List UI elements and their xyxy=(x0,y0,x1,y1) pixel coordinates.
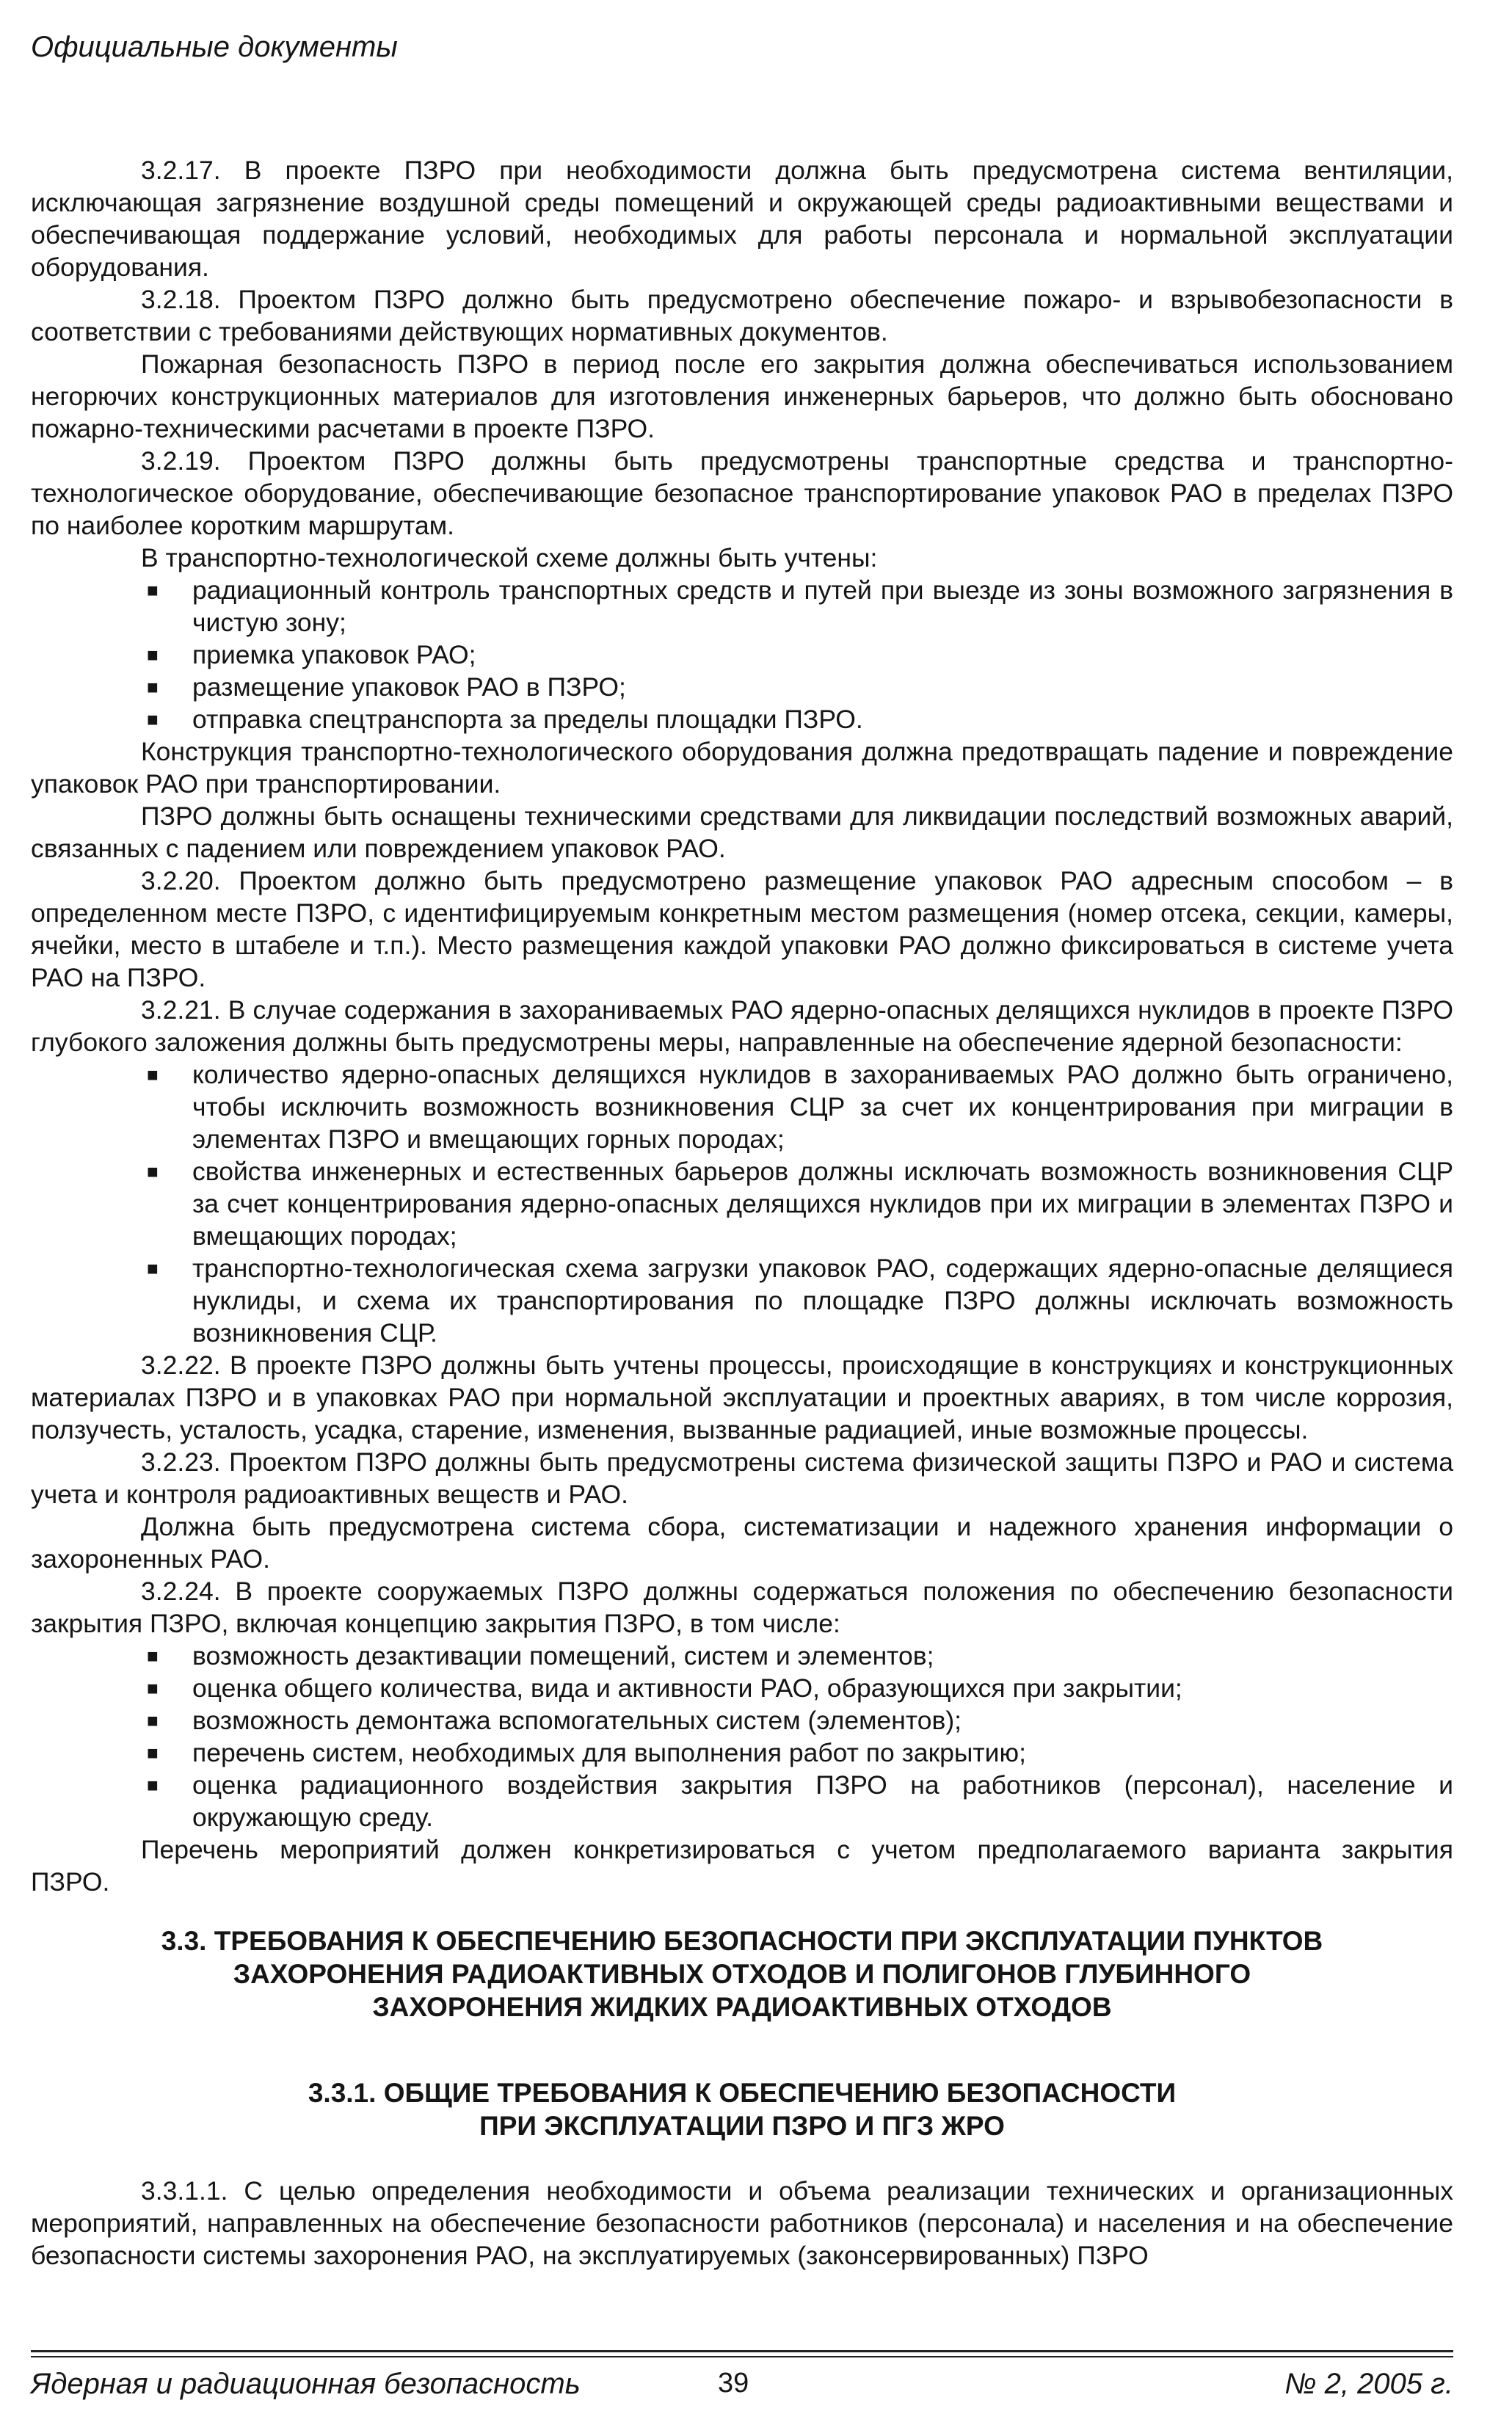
paragraph-fire-safety: Пожарная безопасность ПЗРО в период после его закрытия должна обеспечиваться использованием негорючих конструкционных материалов для изготовления инженерных барьеров, что должно быть обосновано пожарно-техническими расчетами в проекте ПЗРО. xyxy=(31,349,1453,443)
paragraph-closing-line1: Перечень мероприятий должен конкретизироваться с учетом предполагаемого варианта закрытия xyxy=(141,1835,1453,1864)
bullet-icon: ■ xyxy=(147,1064,159,1086)
paragraph-equipment-design: Конструкция транспортно-технологического оборудования должна предотвращать падение и повреждение упаковок РАО при транспортировании. xyxy=(31,737,1453,799)
bullet-icon: ■ xyxy=(147,579,159,601)
list-item: ■ транспортно-технологическая схема загрузки упаковок РАО, содержащих ядерно-опасные делящиеся нуклиды, и схема их транспортирования по площадке ПЗРО должны исключать возможность возникновения СЦР. xyxy=(147,1254,1453,1348)
paragraph-3-2-24: 3.2.24. В проекте сооружаемых ПЗРО должны содержаться положения по обеспечению безопасности закрытия ПЗРО, включая концепцию закрытия ПЗРО, в том числе: xyxy=(31,1577,1453,1638)
issue-number: № 2, 2005 г. xyxy=(1284,2368,1453,2400)
paragraph-emergency-means: ПЗРО должны быть оснащены техническими средствами для ликвидации последствий возможных аварий, связанных с падением или повреждением упаковок РАО. xyxy=(31,801,1453,863)
transport-list xyxy=(31,574,1453,735)
section-heading-3-3: 3.3. ТРЕБОВАНИЯ К ОБЕСПЕЧЕНИЮ БЕЗОПАСНОСТИ ПРИ ЭКСПЛУАТАЦИИ ПУНКТОВ ЗАХОРОНЕНИЯ РАДИОАКТИВНЫХ ОТХОДОВ И ПОЛИГОНОВ ГЛУБИННОГО ЗАХОРОНЕНИЯ ЖИДКИХ РАДИОАКТИВНЫХ ОТХОДОВ xyxy=(161,1926,1323,2022)
list-item: ■ возможность демонтажа вспомогательных систем (элементов); xyxy=(147,1706,962,1735)
paragraph-3-2-21: 3.2.21. В случае содержания в захораниваемых РАО ядерно-опасных делящихся нуклидов в проекте ПЗРО глубокого заложения должны быть предусмотрены меры, направленные на обеспечение ядерной безопасности: xyxy=(31,995,1453,1057)
paragraph-information-storage: Должна быть предусмотрена система сбора, систематизации и надежного хранения информации о захороненных РАО. xyxy=(31,1512,1453,1574)
paragraph-3-2-17: 3.2.17. В проекте ПЗРО при необходимости должна быть предусмотрена система вентиляции, исключающая загрязнение воздушной среды помещений и окружающей среды радиоактивными веществами и обеспечивающая поддержание условий, необходимых для работы персонала и нормальной эксплуатации оборудования. xyxy=(31,156,1453,282)
list-item: ■ оценка общего количества, вида и активности РАО, образующихся при закрытии; xyxy=(147,1673,1182,1703)
bullet-icon: ■ xyxy=(147,708,159,730)
section-heading-3-3-1: 3.3.1. ОБЩИЕ ТРЕБОВАНИЯ К ОБЕСПЕЧЕНИЮ БЕЗОПАСНОСТИ ПРИ ЭКСПЛУАТАЦИИ ПЗРО И ПГЗ ЖРО xyxy=(308,2078,1177,2141)
paragraph-3-2-22: 3.2.22. В проекте ПЗРО должны быть учтены процессы, происходящие в конструкциях и конструкционных материалах ПЗРО и в упаковках РАО при нормальной эксплуатации и проектных авариях, в том числе коррозия, ползучесть, усталость, усадка, старение, изменения, вызванные радиацией, иные возможные процессы. xyxy=(31,1350,1453,1444)
list-item: ■ отправка спецтранспорта за пределы площадки ПЗРО. xyxy=(147,705,863,734)
footer-rule xyxy=(31,2350,1453,2357)
list-item: ■ оценка радиационного воздействия закрытия ПЗРО на работников (персонал), население и окружающую среду. xyxy=(147,1770,1453,1832)
paragraph-3-2-20: 3.2.20. Проектом должно быть предусмотрено размещение упаковок РАО адресным способом – в определенном месте ПЗРО, с идентифицируемым конкретным местом размещения (номер отсека, секции, камеры, ячейки, место в штабеле и т.п.). Место размещения каждой упаковки РАО должно фиксироваться в системе учета РАО на ПЗРО. xyxy=(31,866,1453,992)
list-item: ■ приемка упаковок РАО; xyxy=(147,640,476,669)
bullet-icon: ■ xyxy=(147,1645,159,1667)
paragraph-3-2-23: 3.2.23. Проектом ПЗРО должны быть предусмотрены система физической защиты ПЗРО и РАО и система учета и контроля радиоактивных веществ и РАО. xyxy=(31,1447,1453,1509)
bullet-icon: ■ xyxy=(147,1709,159,1731)
nuclear-safety-list xyxy=(31,1058,1453,1349)
bullet-icon: ■ xyxy=(147,644,159,666)
journal-title: Ядерная и радиационная безопасность xyxy=(31,2368,581,2400)
bullet-icon: ■ xyxy=(147,1160,159,1182)
paragraph-transport-scheme: В транспортно-технологической схеме должны быть учтены: xyxy=(141,543,878,572)
page-number: 39 xyxy=(718,2368,749,2399)
paragraph-closing-line2: ПЗРО. xyxy=(31,1867,110,1897)
bullet-icon: ■ xyxy=(147,676,159,698)
bullet-icon: ■ xyxy=(147,1677,159,1699)
list-item: ■ свойства инженерных и естественных барьеров должны исключать возможность возникновения СЦР за счет концентрирования ядерно-опасных делящихся нуклидов при их миграции в элементах ПЗРО и вмещающих породах; xyxy=(147,1157,1453,1251)
list-item: ■ размещение упаковок РАО в ПЗРО; xyxy=(147,672,626,702)
bullet-icon: ■ xyxy=(147,1257,159,1279)
page-footer xyxy=(31,2368,1453,2412)
list-item: ■ возможность дезактивации помещений, систем и элементов; xyxy=(147,1641,934,1670)
paragraph-3-2-19: 3.2.19. Проектом ПЗРО должны быть предусмотрены транспортные средства и транспортно-технологическое оборудование, обеспечивающие безопасное транспортирование упаковок РАО в пределах ПЗРО по наиболее коротким маршрутам. xyxy=(31,446,1453,540)
paragraph-3-2-18: 3.2.18. Проектом ПЗРО должно быть предусмотрено обеспечение пожаро- и взрывобезопасности в соответствии с требованиями действующих нормативных документов. xyxy=(31,285,1453,346)
paragraph-3-3-1-1: 3.3.1.1. С целью определения необходимости и объема реализации технических и организационных мероприятий, направленных на обеспечение безопасности работников (персонала) и населения и на обеспечение безопасности системы захоронения РАО, на эксплуатируемых (законсервированных) ПЗРО xyxy=(31,2176,1453,2270)
closure-list xyxy=(31,1640,1453,1833)
bullet-icon: ■ xyxy=(147,1774,159,1796)
list-item: ■ радиационный контроль транспортных средств и путей при выезде из зоны возможного загрязнения в чистую зону; xyxy=(147,575,1453,637)
list-item: ■ перечень систем, необходимых для выполнения работ по закрытию; xyxy=(147,1738,1026,1767)
list-item: ■ количество ядерно-опасных делящихся нуклидов в захораниваемых РАО должно быть ограничено, чтобы исключить возможность возникновения СЦР за счет их концентрирования при миграции в элементах ПЗРО и вмещающих горных породах; xyxy=(147,1060,1453,1154)
running-header: Официальные документы xyxy=(31,31,398,63)
document-body xyxy=(31,154,1453,2272)
bullet-icon: ■ xyxy=(147,1742,159,1764)
